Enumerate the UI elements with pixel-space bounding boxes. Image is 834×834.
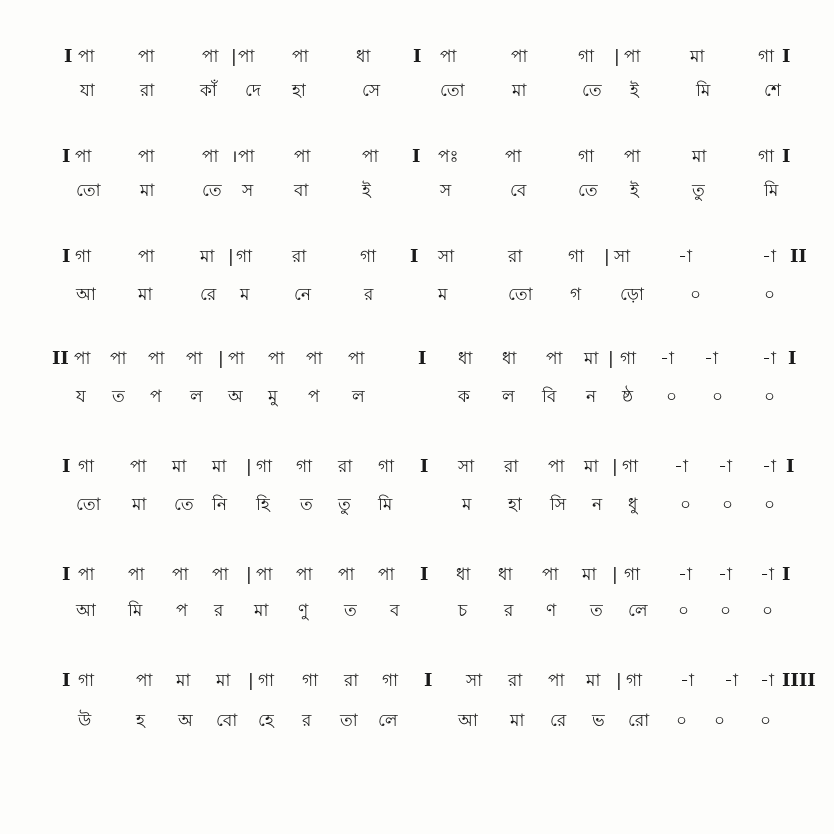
notation-symbol: সা <box>466 671 483 691</box>
notation-symbol: মা <box>212 457 227 477</box>
lyric-syllable: বো <box>216 711 238 731</box>
lyric-syllable: ০ <box>678 601 690 621</box>
lyric-syllable: লে <box>378 711 398 731</box>
notation-symbol: গা <box>626 671 643 691</box>
notation-symbol: গা <box>624 565 641 585</box>
notation-symbol: I <box>424 670 433 691</box>
lyric-syllable: ম <box>462 495 472 515</box>
lyric-syllable: ০ <box>666 387 678 407</box>
lyric-syllable: স <box>242 181 254 201</box>
notation-symbol: পা <box>292 47 309 67</box>
notation-symbol: গা <box>578 47 595 67</box>
notation-symbol: I <box>418 348 427 369</box>
lyric-syllable: হা <box>508 495 522 515</box>
lyric-syllable: ন <box>592 495 603 515</box>
lyric-syllable: হ <box>136 711 145 731</box>
lyric-syllable: রে <box>550 711 567 731</box>
notation-symbol: গা <box>75 247 92 267</box>
notation-symbol: I <box>786 456 795 477</box>
lyric-syllable: ০ <box>764 495 776 515</box>
notation-symbol: মা <box>176 671 191 691</box>
notation-symbol: | <box>246 457 252 477</box>
lyric-row-3 <box>0 280 834 310</box>
lyric-syllable: রা <box>140 81 155 101</box>
lyric-syllable: হি <box>256 495 270 515</box>
lyric-syllable: উ <box>78 711 92 731</box>
notation-symbol: | <box>612 565 618 585</box>
notation-symbol: গা <box>256 457 273 477</box>
notation-symbol: পা <box>138 47 155 67</box>
notation-symbol: | <box>231 47 237 67</box>
lyric-syllable: রে <box>200 285 217 305</box>
lyric-syllable: আ <box>458 711 478 731</box>
lyric-syllable: কাঁ <box>200 81 217 101</box>
notation-symbol: I <box>410 246 419 267</box>
notation-symbol: | <box>246 565 252 585</box>
notation-symbol: -া <box>680 671 694 691</box>
lyric-syllable: তু <box>338 495 351 515</box>
lyric-syllable: ০ <box>712 387 724 407</box>
notation-symbol: সা <box>438 247 455 267</box>
notation-symbol: IIII <box>782 670 816 691</box>
lyric-syllable: ল <box>352 387 365 407</box>
notation-symbol: পা <box>238 47 255 67</box>
notation-symbol: | <box>614 47 620 67</box>
lyric-syllable: শে <box>764 81 781 101</box>
lyric-syllable: হে <box>258 711 274 731</box>
lyric-syllable: ০ <box>720 601 732 621</box>
lyric-syllable: তু <box>692 181 705 201</box>
notation-symbol: গা <box>568 247 585 267</box>
lyric-syllable: মা <box>510 711 525 731</box>
notation-symbol: -া <box>762 349 776 369</box>
lyric-syllable: ০ <box>690 285 702 305</box>
notation-symbol: রা <box>292 247 307 267</box>
lyric-syllable: ০ <box>676 711 688 731</box>
notation-symbol: পঃ <box>438 147 459 167</box>
notation-symbol: পা <box>296 565 313 585</box>
lyric-syllable: তো <box>76 495 101 515</box>
notation-symbol: পা <box>378 565 395 585</box>
lyric-syllable: তো <box>508 285 533 305</box>
notation-symbol: পা <box>548 671 565 691</box>
notation-symbol: মা <box>200 247 215 267</box>
notation-symbol: পা <box>294 147 311 167</box>
lyric-syllable: য <box>76 387 86 407</box>
notation-symbol: পা <box>202 147 219 167</box>
lyric-syllable: মা <box>132 495 147 515</box>
notation-symbol: I <box>420 564 429 585</box>
notation-symbol: মা <box>690 47 705 67</box>
lyric-syllable: মি <box>378 495 393 515</box>
notation-symbol: -া <box>760 565 774 585</box>
notation-symbol: পা <box>511 47 528 67</box>
notation-symbol: পা <box>110 349 127 369</box>
notation-symbol: -া <box>762 247 776 267</box>
notation-symbol: | <box>228 247 234 267</box>
lyric-syllable: প <box>308 387 320 407</box>
notation-symbol: পা <box>362 147 379 167</box>
lyric-syllable: লে <box>628 601 648 621</box>
lyric-syllable: ই <box>630 81 639 101</box>
lyric-syllable: তে <box>174 495 194 515</box>
lyric-syllable: গ <box>570 285 582 305</box>
notation-symbol: I <box>62 246 71 267</box>
lyric-syllable: র <box>302 711 312 731</box>
lyric-syllable: ল <box>502 387 515 407</box>
notation-symbol: II <box>52 348 69 369</box>
notation-symbol: II <box>790 246 807 267</box>
notation-symbol: -া <box>678 247 692 267</box>
notation-symbol: I <box>782 46 791 67</box>
notation-symbol: I <box>62 146 71 167</box>
notation-symbol: | <box>248 671 254 691</box>
notation-symbol: I <box>782 564 791 585</box>
lyric-syllable: মু <box>268 387 278 407</box>
notation-symbol: পা <box>542 565 559 585</box>
notation-symbol: ধা <box>458 349 473 369</box>
notation-symbol: পা <box>172 565 189 585</box>
notation-symbol: পা <box>138 247 155 267</box>
notation-symbol: I <box>62 670 71 691</box>
notation-symbol: মা <box>172 457 187 477</box>
lyric-syllable: ত <box>300 495 313 515</box>
lyric-syllable: ভ <box>592 711 605 731</box>
notation-symbol: গা <box>382 671 399 691</box>
notation-symbol: সা <box>458 457 475 477</box>
lyric-syllable: ল <box>190 387 203 407</box>
notation-symbol: মা <box>584 457 599 477</box>
lyric-syllable: আ <box>76 285 96 305</box>
lyric-syllable: মা <box>140 181 155 201</box>
notation-symbol: | <box>218 349 224 369</box>
notation-symbol: গা <box>296 457 313 477</box>
lyric-syllable: ০ <box>714 711 726 731</box>
notation-symbol: I <box>62 564 71 585</box>
notation-symbol: পা <box>348 349 365 369</box>
lyric-syllable: ত <box>590 601 603 621</box>
notation-symbol: পা <box>546 349 563 369</box>
notation-symbol: I <box>413 46 422 67</box>
lyric-syllable: মি <box>696 81 711 101</box>
notation-symbol: পা <box>74 349 91 369</box>
lyric-row-1 <box>0 76 834 106</box>
lyric-syllable: মা <box>138 285 153 305</box>
lyric-syllable: র <box>504 601 514 621</box>
notation-symbol: গা <box>758 47 775 67</box>
lyric-syllable: ন <box>586 387 597 407</box>
notation-symbol: ধা <box>498 565 513 585</box>
notation-symbol: পা <box>548 457 565 477</box>
notation-symbol: পা <box>75 147 92 167</box>
lyric-syllable: ণু <box>298 601 309 621</box>
notation-symbol: পা <box>624 147 641 167</box>
notation-symbol: মা <box>216 671 231 691</box>
lyric-syllable: বি <box>542 387 557 407</box>
lyric-syllable: ০ <box>680 495 692 515</box>
notation-symbol: I <box>62 456 71 477</box>
notation-symbol: পা <box>130 457 147 477</box>
lyric-syllable: ত <box>344 601 357 621</box>
notation-symbol: গা <box>578 147 595 167</box>
notation-symbol: পা <box>440 47 457 67</box>
lyric-syllable: ই <box>362 181 371 201</box>
lyric-syllable: তা <box>340 711 358 731</box>
lyric-syllable: ষ্ঠ <box>622 387 634 407</box>
notation-symbol: গা <box>78 671 95 691</box>
notation-symbol: গা <box>758 147 775 167</box>
notation-symbol: | <box>608 349 614 369</box>
notation-symbol: পা <box>138 147 155 167</box>
notation-symbol: রা <box>344 671 359 691</box>
notation-symbol: পা <box>148 349 165 369</box>
lyric-row-6 <box>0 596 834 626</box>
lyric-syllable: র <box>214 601 224 621</box>
notation-symbol: পা <box>624 47 641 67</box>
notation-symbol: -া <box>718 565 732 585</box>
lyric-syllable: ত <box>112 387 125 407</box>
lyric-syllable: তো <box>76 181 101 201</box>
notation-symbol: ধা <box>456 565 471 585</box>
notation-symbol: পা <box>186 349 203 369</box>
lyric-row-2 <box>0 176 834 206</box>
lyric-syllable: ০ <box>764 285 776 305</box>
lyric-syllable: ম <box>240 285 250 305</box>
lyric-row-7 <box>0 706 834 736</box>
notation-symbol: পা <box>202 47 219 67</box>
notation-symbol: -া <box>760 671 774 691</box>
notation-symbol: -া <box>660 349 674 369</box>
notation-symbol: মা <box>584 349 599 369</box>
swaralipi-row-4 <box>0 344 834 374</box>
notation-symbol: পা <box>212 565 229 585</box>
notation-symbol: | <box>604 247 610 267</box>
notation-symbol: -া <box>724 671 738 691</box>
notation-symbol: I <box>788 348 797 369</box>
lyric-syllable: ০ <box>722 495 734 515</box>
notation-symbol: গা <box>236 247 253 267</box>
notation-symbol: পা <box>256 565 273 585</box>
swaralipi-row-6 <box>0 560 834 590</box>
lyric-syllable: মি <box>764 181 779 201</box>
lyric-row-4 <box>0 382 834 412</box>
notation-symbol: গা <box>620 349 637 369</box>
notation-symbol: I <box>782 146 791 167</box>
lyric-syllable: প <box>176 601 188 621</box>
lyric-syllable: ই <box>630 181 639 201</box>
swaralipi-row-1 <box>0 42 834 72</box>
lyric-syllable: সে <box>362 81 381 101</box>
lyric-syllable: দে <box>245 81 261 101</box>
notation-symbol: পা <box>238 147 255 167</box>
lyric-syllable: চ <box>458 601 468 621</box>
lyric-syllable: নি <box>212 495 228 515</box>
notation-symbol: পা <box>128 565 145 585</box>
lyric-syllable: নে <box>294 285 312 305</box>
notation-symbol: গা <box>378 457 395 477</box>
lyric-syllable: হা <box>292 81 306 101</box>
lyric-syllable: মি <box>128 601 143 621</box>
notation-symbol: মা <box>692 147 707 167</box>
notation-symbol: সা <box>614 247 631 267</box>
notation-symbol: | <box>616 671 622 691</box>
swaralipi-row-7 <box>0 666 834 696</box>
swaralipi-row-2 <box>0 142 834 172</box>
lyric-syllable: তে <box>582 81 602 101</box>
lyric-syllable: মা <box>254 601 269 621</box>
lyric-syllable: ০ <box>760 711 772 731</box>
lyric-syllable: ণ <box>546 601 557 621</box>
notation-symbol: -া <box>718 457 732 477</box>
notation-symbol: I <box>64 46 73 67</box>
notation-symbol: মা <box>586 671 601 691</box>
lyric-syllable: অ <box>178 711 193 731</box>
lyric-syllable: রো <box>628 711 650 731</box>
notation-symbol: পা <box>78 565 95 585</box>
notation-symbol: গা <box>258 671 275 691</box>
lyric-row-5 <box>0 490 834 520</box>
lyric-syllable: অ <box>228 387 243 407</box>
notation-symbol: -া <box>674 457 688 477</box>
lyric-syllable: মা <box>512 81 527 101</box>
notation-symbol: গা <box>302 671 319 691</box>
notation-symbol: পা <box>78 47 95 67</box>
lyric-syllable: তে <box>578 181 598 201</box>
lyric-syllable: আ <box>76 601 96 621</box>
notation-symbol: পা <box>338 565 355 585</box>
notation-symbol: পা <box>136 671 153 691</box>
lyric-syllable: ব <box>390 601 400 621</box>
lyric-syllable: তো <box>440 81 465 101</box>
notation-symbol: পা <box>268 349 285 369</box>
notation-symbol: পা <box>228 349 245 369</box>
notation-symbol: গা <box>360 247 377 267</box>
notation-symbol: । <box>231 147 238 167</box>
notation-symbol: ধা <box>502 349 517 369</box>
lyric-syllable: ম <box>438 285 448 305</box>
lyric-syllable: ক <box>458 387 470 407</box>
notation-symbol: -া <box>704 349 718 369</box>
lyric-syllable: বে <box>510 181 527 201</box>
notation-symbol: -া <box>762 457 776 477</box>
notation-symbol: রা <box>508 671 523 691</box>
notation-symbol: রা <box>508 247 523 267</box>
notation-symbol: I <box>412 146 421 167</box>
notation-symbol: | <box>612 457 618 477</box>
notation-symbol: I <box>420 456 429 477</box>
lyric-syllable: ০ <box>762 601 774 621</box>
lyric-syllable: যা <box>80 81 95 101</box>
lyric-syllable: ০ <box>764 387 776 407</box>
notation-symbol: গা <box>622 457 639 477</box>
lyric-syllable: ধু <box>628 495 638 515</box>
notation-symbol: -া <box>678 565 692 585</box>
notation-symbol: রা <box>338 457 353 477</box>
notation-symbol: পা <box>306 349 323 369</box>
lyric-syllable: বা <box>294 181 309 201</box>
swaralipi-row-3 <box>0 242 834 272</box>
lyric-syllable: সি <box>550 495 567 515</box>
notation-symbol: ধা <box>356 47 371 67</box>
notation-symbol: গা <box>78 457 95 477</box>
notation-symbol: মা <box>582 565 597 585</box>
lyric-syllable: ড়ো <box>620 285 644 305</box>
swaralipi-row-5 <box>0 452 834 482</box>
notation-symbol: পা <box>505 147 522 167</box>
lyric-syllable: তে <box>202 181 222 201</box>
lyric-syllable: প <box>150 387 162 407</box>
notation-symbol: রা <box>504 457 519 477</box>
lyric-syllable: র <box>364 285 374 305</box>
lyric-syllable: স <box>440 181 452 201</box>
